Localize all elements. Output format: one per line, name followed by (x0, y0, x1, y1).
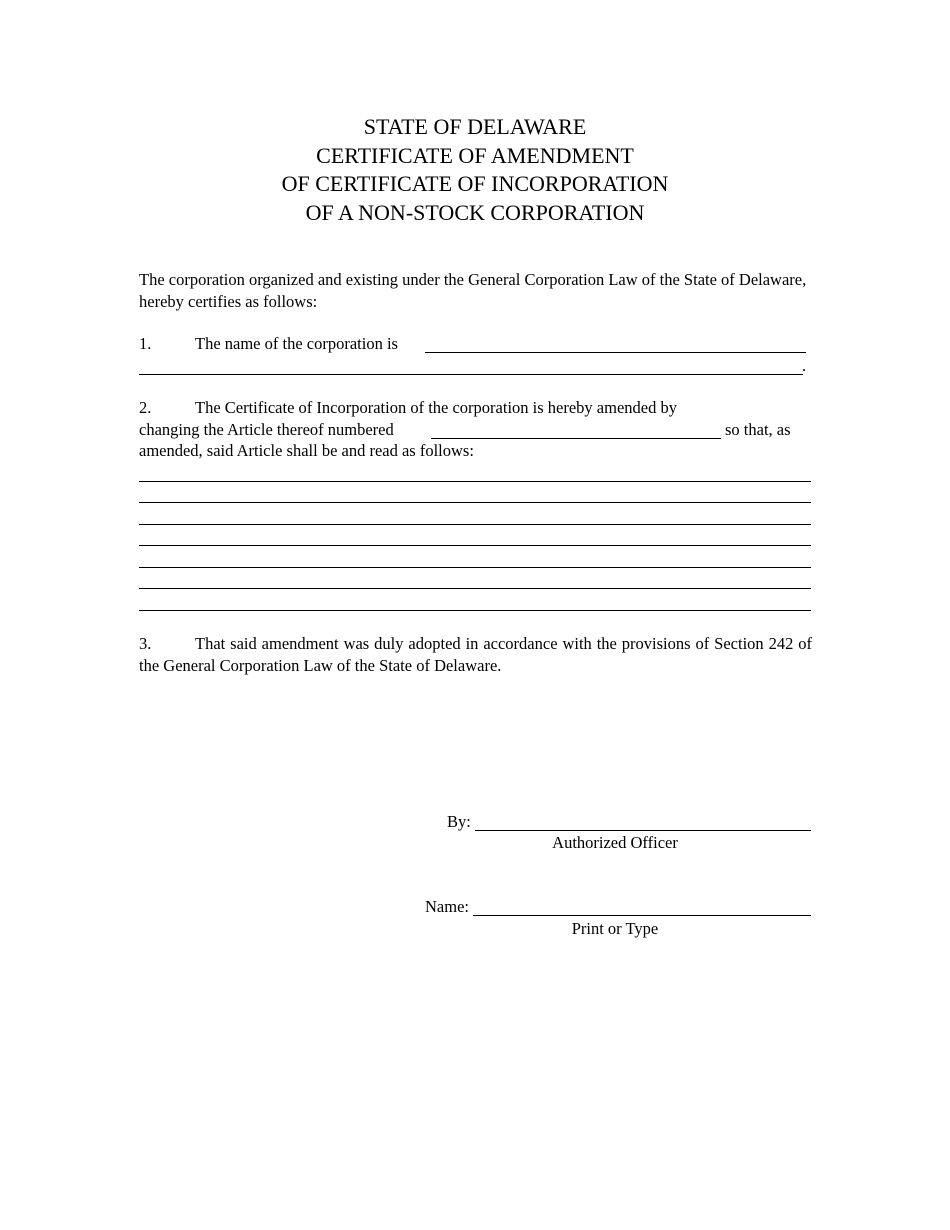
amended-article-line-1[interactable] (139, 481, 811, 482)
officer-name-field-line[interactable] (473, 915, 811, 916)
title-line-4: OF A NON-STOCK CORPORATION (305, 199, 645, 225)
amended-article-line-5[interactable] (139, 567, 811, 568)
amended-article-line-3[interactable] (139, 524, 811, 525)
item-1-number: 1. (139, 334, 152, 353)
item-2-text-c: so that, as (725, 420, 791, 439)
amended-article-line-6[interactable] (139, 588, 811, 589)
amended-article-line-2[interactable] (139, 502, 811, 503)
item-3-number: 3. (139, 634, 152, 653)
title-line-1: STATE OF DELAWARE (363, 114, 587, 139)
corporation-name-field-line-2[interactable] (139, 374, 803, 375)
document-title (0, 113, 950, 227)
title-line-3: OF CERTIFICATE OF INCORPORATION (281, 171, 669, 196)
authorized-officer-caption: Authorized Officer (552, 833, 678, 852)
by-label: By: (447, 812, 471, 831)
name-label: Name: (425, 897, 469, 916)
amended-article-line-7[interactable] (139, 610, 811, 611)
item-3-text: That said amendment was duly adopted in accordance with the provisions of Section 242 of the General Corporation Law of the State of Delaware. (139, 634, 812, 675)
item-2-number: 2. (139, 398, 152, 417)
item-2-text-b: changing the Article thereof numbered (139, 420, 394, 439)
item-1-period: . (802, 356, 807, 375)
print-or-type-caption: Print or Type (571, 919, 659, 938)
item-1-text: The name of the corporation is (195, 334, 398, 353)
corporation-name-field-line-1[interactable] (425, 352, 806, 353)
article-number-field-line[interactable] (431, 438, 721, 439)
item-3 (139, 633, 812, 676)
intro-paragraph: The corporation organized and existing under the General Corporation Law of the State of Delaware, hereby certifies as follows: (139, 270, 807, 311)
title-line-2: CERTIFICATE OF AMENDMENT (316, 142, 634, 168)
amended-article-line-4[interactable] (139, 545, 811, 546)
item-2-text-a: The Certificate of Incorporation of the corporation is hereby amended by (195, 398, 677, 417)
item-2-text-d: amended, said Article shall be and read as follows: (139, 441, 474, 460)
item-2-line-a (139, 397, 812, 419)
authorized-officer-signature-line[interactable] (475, 830, 811, 831)
